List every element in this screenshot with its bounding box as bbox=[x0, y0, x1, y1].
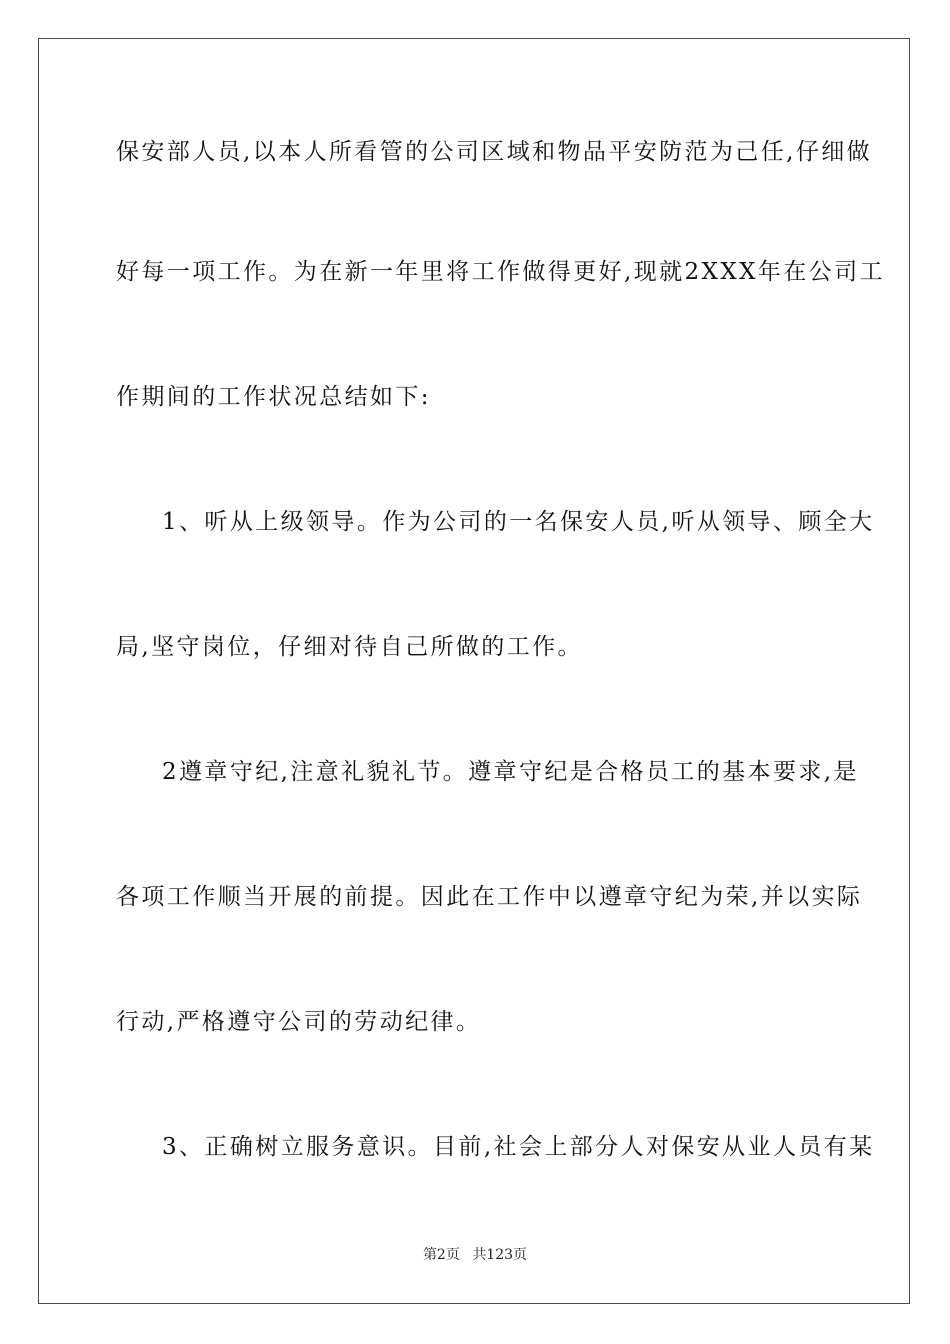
body-line-7: 各项工作顺当开展的前提。因此在工作中以遵章守纪为荣,并以实际 bbox=[116, 884, 863, 910]
body-line-6: 2遵章守纪,注意礼貌礼节。遵章守纪是合格员工的基本要求,是 bbox=[162, 759, 859, 785]
body-line-3: 作期间的工作状况总结如下: bbox=[116, 384, 431, 410]
body-line-5: 局,坚守岗位，仔细对待自己所做的工作。 bbox=[116, 634, 583, 660]
page-number: 第2页 bbox=[422, 1247, 460, 1263]
body-line-4: 1、听从上级领导。作为公司的一名保安人员,听从领导、顾全大 bbox=[162, 509, 875, 535]
page-total: 共123页 bbox=[472, 1247, 528, 1263]
body-line-8: 行动,严格遵守公司的劳动纪律。 bbox=[116, 1009, 482, 1035]
page-border bbox=[38, 38, 910, 1304]
page-footer bbox=[0, 1245, 950, 1265]
body-line-2: 好每一项工作。为在新一年里将工作做得更好,现就2XXX年在公司工 bbox=[116, 259, 885, 285]
body-line-1: 保安部人员,以本人所看管的公司区域和物品平安防范为己任,仔细做 bbox=[116, 139, 873, 165]
body-line-9: 3、正确树立服务意识。目前,社会上部分人对保安从业人员有某 bbox=[162, 1134, 875, 1160]
